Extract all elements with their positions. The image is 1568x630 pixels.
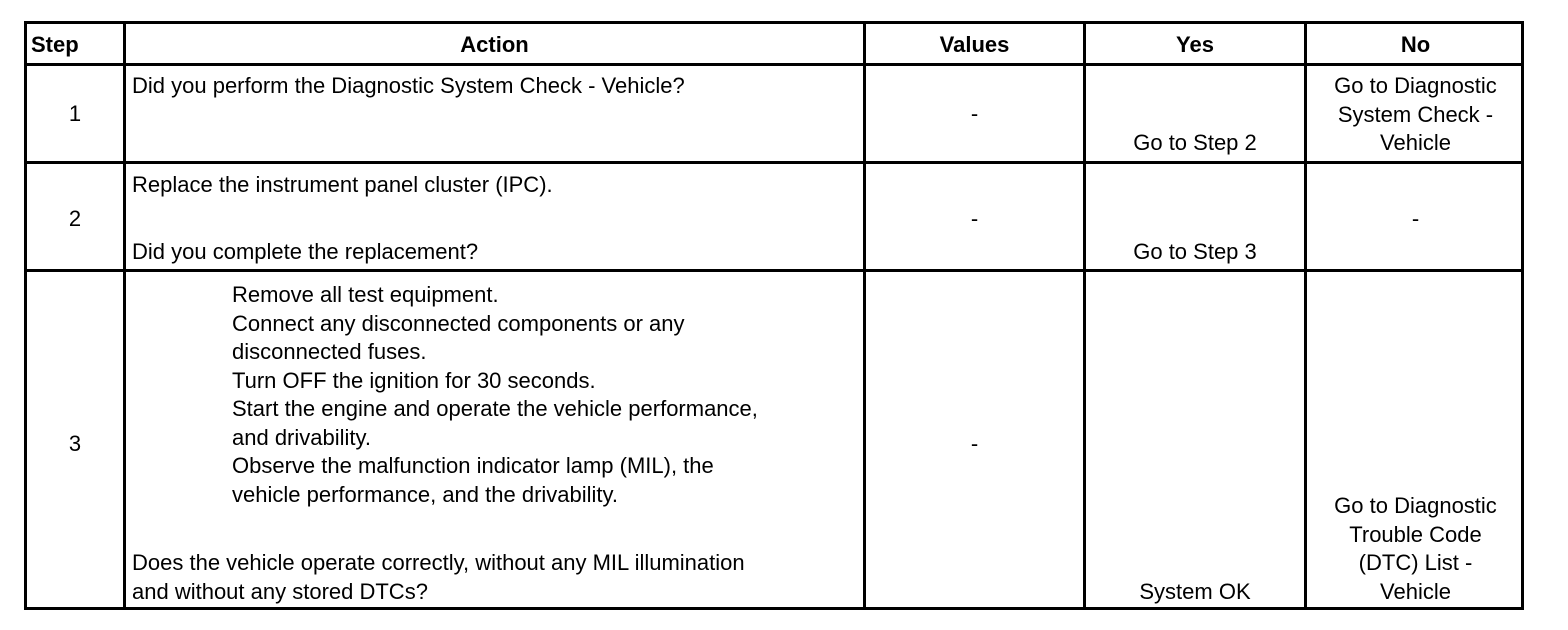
action-question: Did you complete the replacement? [132, 239, 479, 264]
action-step: Connect any disconnected components or any [232, 310, 685, 336]
row-divider [27, 269, 1521, 272]
action-step-list [232, 281, 758, 509]
row-divider [27, 63, 1521, 66]
action-step: Remove all test equipment. [232, 282, 499, 307]
values-cell: - [970, 101, 979, 126]
action-step: and drivability. [232, 424, 371, 450]
no-cell-line: System Check - [1337, 101, 1494, 127]
diagnostic-table [24, 21, 1524, 610]
no-cell-line: (DTC) List - [1358, 550, 1473, 575]
row-divider [27, 161, 1521, 164]
values-cell: - [970, 431, 979, 456]
column-divider [123, 24, 126, 607]
no-cell-line: Go to Diagnostic [1334, 73, 1497, 98]
no-cell-line: Vehicle [1380, 130, 1451, 155]
yes-cell: System OK [1139, 579, 1251, 604]
header-values: Values [939, 32, 1010, 57]
yes-cell: Go to Step 2 [1133, 130, 1257, 155]
values-cell: - [970, 206, 979, 231]
header-no: No [1400, 32, 1431, 57]
action-question [132, 549, 745, 606]
action-step: vehicle performance, and the drivability. [232, 481, 619, 507]
header-action: Action [460, 32, 529, 57]
step-number: 3 [68, 431, 82, 456]
yes-cell: Go to Step 3 [1133, 239, 1257, 264]
action-instruction: Replace the instrument panel cluster (IPC). [132, 172, 553, 197]
no-cell-line: Vehicle [1380, 578, 1451, 604]
action-step: Start the engine and operate the vehicle performance, [232, 396, 758, 421]
step-number: 2 [68, 206, 82, 231]
header-yes: Yes [1176, 32, 1214, 57]
no-cell-line: Go to Diagnostic [1334, 493, 1497, 518]
action-step: Observe the malfunction indicator lamp (MIL), the [232, 453, 714, 478]
no-cell [1307, 492, 1524, 606]
step-number: 1 [68, 101, 82, 126]
action-step: Turn OFF the ignition for 30 seconds. [232, 367, 596, 393]
action-step: disconnected fuses. [232, 339, 427, 364]
no-cell: - [1411, 206, 1420, 231]
header-step: Step [31, 32, 79, 57]
no-cell-line: Trouble Code [1349, 521, 1482, 547]
action-question-line: and without any stored DTCs? [132, 578, 428, 604]
action-question: Did you perform the Diagnostic System Check - Vehicle? [132, 73, 685, 98]
no-cell [1307, 72, 1524, 158]
action-question-line: Does the vehicle operate correctly, without any MIL illumination [132, 550, 745, 575]
column-divider [1083, 24, 1086, 607]
